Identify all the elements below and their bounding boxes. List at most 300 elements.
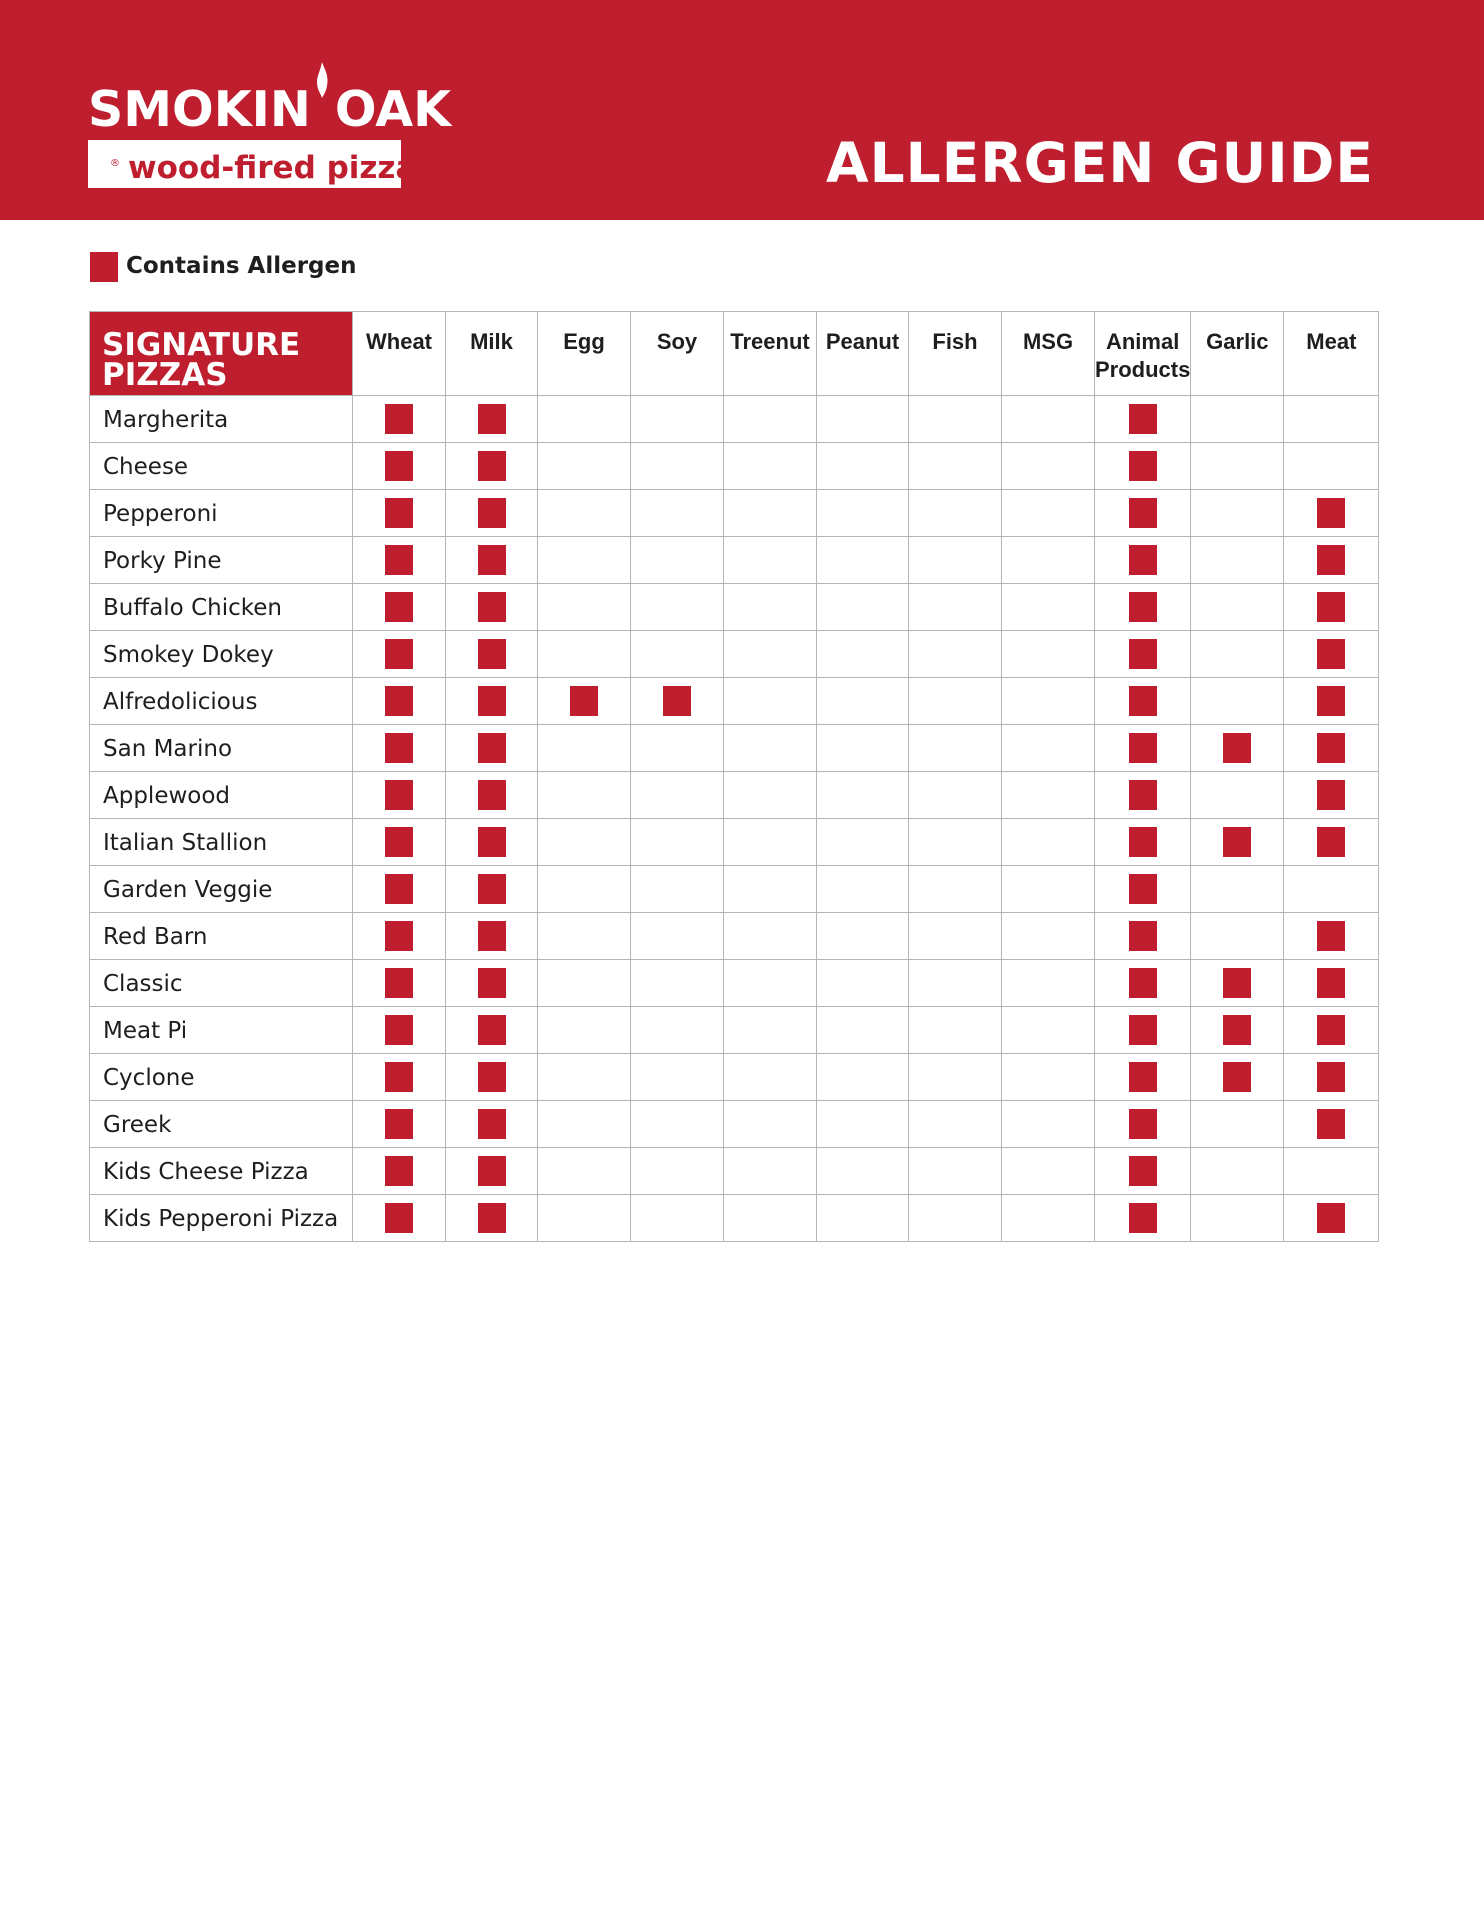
allergen-cell [1002, 1101, 1095, 1148]
allergen-marker-icon [1129, 1203, 1157, 1233]
section-title-line2: PIZZAS [102, 357, 228, 393]
allergen-marker-icon [1317, 968, 1345, 998]
table-row [90, 913, 1379, 960]
allergen-cell [631, 960, 724, 1007]
allergen-marker-icon [385, 733, 413, 763]
allergen-marker-icon [1317, 827, 1345, 857]
allergen-cell [1095, 819, 1191, 866]
allergen-cell [724, 819, 817, 866]
allergen-cell [817, 396, 909, 443]
allergen-cell [1002, 1007, 1095, 1054]
allergen-cell [538, 537, 631, 584]
allergen-cell [1095, 725, 1191, 772]
allergen-marker-icon [1223, 1015, 1251, 1045]
column-header: Meat [1284, 312, 1379, 396]
allergen-marker-icon [385, 1156, 413, 1186]
allergen-cell [1191, 913, 1284, 960]
allergen-marker-icon [478, 921, 506, 951]
allergen-marker-icon [478, 1156, 506, 1186]
allergen-cell [631, 1148, 724, 1195]
allergen-marker-icon [385, 1062, 413, 1092]
allergen-marker-icon [1317, 592, 1345, 622]
allergen-cell [817, 866, 909, 913]
allergen-cell [1002, 443, 1095, 490]
allergen-marker-icon [385, 1109, 413, 1139]
section-title-line1: SIGNATURE [102, 327, 301, 363]
allergen-cell [1284, 819, 1379, 866]
allergen-cell [1284, 1148, 1379, 1195]
allergen-cell [1095, 1007, 1191, 1054]
allergen-marker-icon [1129, 451, 1157, 481]
allergen-cell [1002, 490, 1095, 537]
allergen-cell [538, 584, 631, 631]
allergen-cell [1095, 537, 1191, 584]
allergen-marker-icon [385, 686, 413, 716]
allergen-cell [909, 1148, 1002, 1195]
allergen-cell [631, 537, 724, 584]
allergen-cell [724, 1101, 817, 1148]
allergen-marker-icon [1129, 498, 1157, 528]
allergen-cell [817, 1101, 909, 1148]
allergen-cell [631, 678, 724, 725]
column-header: Animal Products [1095, 312, 1191, 396]
allergen-cell [538, 396, 631, 443]
allergen-cell [353, 443, 446, 490]
allergen-marker-icon [1223, 1062, 1251, 1092]
allergen-cell [817, 913, 909, 960]
table-row [90, 819, 1379, 866]
pizza-name: Kids Pepperoni Pizza [90, 1195, 353, 1242]
allergen-marker-icon [385, 968, 413, 998]
allergen-cell [909, 490, 1002, 537]
allergen-cell [909, 1101, 1002, 1148]
allergen-cell [631, 396, 724, 443]
allergen-cell [446, 866, 538, 913]
allergen-cell [1191, 537, 1284, 584]
table-row [90, 772, 1379, 819]
table-row [90, 678, 1379, 725]
allergen-marker-icon [1129, 874, 1157, 904]
allergen-cell [631, 819, 724, 866]
allergen-cell [446, 819, 538, 866]
allergen-cell [538, 725, 631, 772]
allergen-cell [817, 631, 909, 678]
allergen-cell [353, 1148, 446, 1195]
allergen-marker-icon [478, 451, 506, 481]
pizza-name: Italian Stallion [90, 819, 353, 866]
allergen-cell [538, 960, 631, 1007]
allergen-marker-icon [1129, 780, 1157, 810]
allergen-cell [631, 631, 724, 678]
allergen-marker-icon [385, 780, 413, 810]
allergen-cell [1095, 913, 1191, 960]
table-row [90, 866, 1379, 913]
allergen-cell [1002, 772, 1095, 819]
allergen-marker-icon [1129, 733, 1157, 763]
allergen-marker-icon [385, 827, 413, 857]
allergen-cell [1284, 772, 1379, 819]
allergen-cell [538, 819, 631, 866]
table-row [90, 1007, 1379, 1054]
allergen-cell [909, 1054, 1002, 1101]
brand-name-right: OAK [334, 81, 452, 138]
pizza-name: Porky Pine [90, 537, 353, 584]
allergen-cell [1191, 866, 1284, 913]
allergen-marker-icon [385, 451, 413, 481]
allergen-marker-icon [385, 639, 413, 669]
allergen-cell [909, 443, 1002, 490]
allergen-cell [631, 866, 724, 913]
allergen-cell [1095, 396, 1191, 443]
allergen-marker-icon [1317, 498, 1345, 528]
pizza-name: Margherita [90, 396, 353, 443]
allergen-marker-icon [1129, 545, 1157, 575]
allergen-marker-icon [385, 1015, 413, 1045]
allergen-marker-icon [1317, 1109, 1345, 1139]
column-header: Egg [538, 312, 631, 396]
allergen-cell [1095, 1054, 1191, 1101]
allergen-marker-icon [478, 639, 506, 669]
allergen-marker-icon [1223, 733, 1251, 763]
allergen-cell [1002, 725, 1095, 772]
allergen-cell [353, 819, 446, 866]
allergen-marker-icon [1129, 968, 1157, 998]
allergen-cell [631, 1007, 724, 1054]
table-row [90, 1101, 1379, 1148]
allergen-cell [1002, 678, 1095, 725]
allergen-cell [631, 725, 724, 772]
allergen-marker-icon [478, 968, 506, 998]
allergen-table [89, 311, 1379, 1242]
allergen-cell [631, 443, 724, 490]
allergen-cell [909, 913, 1002, 960]
table-row [90, 725, 1379, 772]
table-row [90, 1195, 1379, 1242]
allergen-cell [724, 584, 817, 631]
table-row [90, 396, 1379, 443]
allergen-cell [446, 960, 538, 1007]
allergen-marker-icon [385, 404, 413, 434]
allergen-cell [631, 1195, 724, 1242]
allergen-cell [1191, 1101, 1284, 1148]
pizza-name: Smokey Dokey [90, 631, 353, 678]
allergen-marker-icon [1317, 1203, 1345, 1233]
allergen-marker-icon [663, 686, 691, 716]
allergen-cell [817, 537, 909, 584]
allergen-cell [1284, 866, 1379, 913]
allergen-cell [909, 1195, 1002, 1242]
pizza-name: Meat Pi [90, 1007, 353, 1054]
table-row [90, 960, 1379, 1007]
allergen-cell [909, 396, 1002, 443]
allergen-cell [909, 819, 1002, 866]
pizza-name: Kids Cheese Pizza [90, 1148, 353, 1195]
allergen-cell [817, 1054, 909, 1101]
allergen-marker-icon [478, 827, 506, 857]
allergen-cell [631, 913, 724, 960]
allergen-marker-icon [478, 780, 506, 810]
allergen-cell [1284, 631, 1379, 678]
allergen-cell [353, 678, 446, 725]
section-title [90, 312, 353, 396]
allergen-cell [1284, 913, 1379, 960]
allergen-cell [1095, 631, 1191, 678]
allergen-cell [1191, 678, 1284, 725]
pizza-name: Cyclone [90, 1054, 353, 1101]
allergen-cell [1284, 1195, 1379, 1242]
allergen-marker-icon [478, 592, 506, 622]
allergen-cell [724, 631, 817, 678]
allergen-cell [909, 678, 1002, 725]
column-header: Treenut [724, 312, 817, 396]
allergen-cell [724, 1195, 817, 1242]
allergen-cell [909, 631, 1002, 678]
allergen-cell [446, 725, 538, 772]
allergen-marker-icon [478, 1203, 506, 1233]
allergen-cell [538, 1054, 631, 1101]
pizza-name: Buffalo Chicken [90, 584, 353, 631]
allergen-cell [817, 772, 909, 819]
allergen-marker-icon [1129, 1109, 1157, 1139]
allergen-cell [1191, 443, 1284, 490]
pizza-name: San Marino [90, 725, 353, 772]
allergen-cell [1284, 1101, 1379, 1148]
allergen-cell [353, 725, 446, 772]
allergen-cell [446, 913, 538, 960]
allergen-cell [353, 913, 446, 960]
allergen-cell [1284, 537, 1379, 584]
page-title: ALLERGEN GUIDE [826, 131, 1374, 195]
allergen-marker-icon [1129, 592, 1157, 622]
allergen-cell [538, 866, 631, 913]
allergen-marker-icon [1223, 827, 1251, 857]
allergen-cell [1191, 1054, 1284, 1101]
allergen-cell [446, 1101, 538, 1148]
allergen-cell [1095, 678, 1191, 725]
allergen-cell [538, 1195, 631, 1242]
allergen-cell [1284, 725, 1379, 772]
allergen-cell [353, 866, 446, 913]
table-row [90, 490, 1379, 537]
allergen-cell [724, 443, 817, 490]
allergen-cell [1191, 584, 1284, 631]
allergen-cell [1002, 584, 1095, 631]
allergen-cell [909, 866, 1002, 913]
allergen-cell [1191, 772, 1284, 819]
allergen-cell [1002, 396, 1095, 443]
allergen-cell [446, 537, 538, 584]
table-row [90, 537, 1379, 584]
column-header: MSG [1002, 312, 1095, 396]
allergen-cell [1284, 960, 1379, 1007]
allergen-marker-icon [1129, 921, 1157, 951]
allergen-cell [446, 1007, 538, 1054]
allergen-marker-icon [1129, 404, 1157, 434]
allergen-cell [1002, 960, 1095, 1007]
allergen-cell [909, 772, 1002, 819]
allergen-cell [631, 772, 724, 819]
pizza-name: Garden Veggie [90, 866, 353, 913]
allergen-cell [909, 584, 1002, 631]
allergen-cell [1095, 1101, 1191, 1148]
allergen-marker-icon [478, 404, 506, 434]
allergen-cell [353, 584, 446, 631]
pizza-name: Greek [90, 1101, 353, 1148]
allergen-cell [909, 537, 1002, 584]
allergen-marker-icon [1129, 827, 1157, 857]
allergen-cell [446, 1195, 538, 1242]
allergen-marker-icon [385, 545, 413, 575]
allergen-marker-icon [1317, 639, 1345, 669]
allergen-cell [1284, 443, 1379, 490]
allergen-cell [724, 725, 817, 772]
allergen-marker-icon [1129, 1156, 1157, 1186]
table-row [90, 443, 1379, 490]
allergen-cell [1095, 584, 1191, 631]
allergen-cell [631, 584, 724, 631]
allergen-marker-icon [1317, 780, 1345, 810]
pizza-name: Red Barn [90, 913, 353, 960]
allergen-marker-icon [478, 733, 506, 763]
allergen-cell [538, 913, 631, 960]
allergen-cell [909, 725, 1002, 772]
column-header: Fish [909, 312, 1002, 396]
allergen-cell [538, 678, 631, 725]
allergen-cell [724, 772, 817, 819]
allergen-cell [1191, 819, 1284, 866]
brand-name-left: SMOKIN [88, 81, 311, 138]
allergen-marker-icon [1129, 639, 1157, 669]
allergen-cell [1191, 631, 1284, 678]
allergen-cell [1191, 1007, 1284, 1054]
allergen-cell [817, 1195, 909, 1242]
allergen-cell [1002, 1054, 1095, 1101]
allergen-marker-icon [385, 498, 413, 528]
table-row [90, 1148, 1379, 1195]
table-row [90, 1054, 1379, 1101]
allergen-cell [724, 537, 817, 584]
allergen-cell [724, 396, 817, 443]
allergen-cell [353, 1007, 446, 1054]
allergen-cell [446, 396, 538, 443]
table-row [90, 584, 1379, 631]
allergen-cell [353, 631, 446, 678]
allergen-cell [817, 490, 909, 537]
allergen-marker-icon [478, 1109, 506, 1139]
allergen-marker-icon [478, 545, 506, 575]
allergen-marker-icon [385, 874, 413, 904]
allergen-marker-icon [1317, 545, 1345, 575]
allergen-cell [353, 1101, 446, 1148]
brand-logo [88, 80, 451, 140]
column-header: Garlic [1191, 312, 1284, 396]
allergen-cell [1095, 1148, 1191, 1195]
allergen-cell [817, 584, 909, 631]
allergen-cell [1002, 631, 1095, 678]
column-header: Wheat [353, 312, 446, 396]
allergen-cell [1284, 584, 1379, 631]
allergen-cell [724, 1148, 817, 1195]
allergen-cell [1191, 725, 1284, 772]
allergen-marker-icon [478, 1015, 506, 1045]
allergen-cell [538, 772, 631, 819]
allergen-cell [446, 490, 538, 537]
allergen-cell [1002, 1195, 1095, 1242]
column-header: Milk [446, 312, 538, 396]
table-body [90, 396, 1379, 1242]
allergen-cell [1002, 1148, 1095, 1195]
allergen-marker-icon [1317, 921, 1345, 951]
allergen-cell [909, 960, 1002, 1007]
allergen-cell [1095, 960, 1191, 1007]
allergen-cell [724, 1054, 817, 1101]
flame-icon [315, 62, 329, 98]
allergen-marker-icon [1317, 1015, 1345, 1045]
allergen-cell [446, 631, 538, 678]
allergen-cell [724, 913, 817, 960]
allergen-cell [631, 1101, 724, 1148]
allergen-cell [353, 772, 446, 819]
allergen-cell [1191, 1195, 1284, 1242]
pizza-name: Pepperoni [90, 490, 353, 537]
allergen-swatch-icon [90, 252, 118, 282]
allergen-cell [446, 678, 538, 725]
allergen-cell [817, 819, 909, 866]
pizza-name: Applewood [90, 772, 353, 819]
allergen-marker-icon [478, 498, 506, 528]
allergen-marker-icon [1317, 1062, 1345, 1092]
allergen-cell [724, 490, 817, 537]
allergen-marker-icon [385, 1203, 413, 1233]
allergen-cell [1191, 1148, 1284, 1195]
allergen-cell [724, 678, 817, 725]
allergen-cell [631, 1054, 724, 1101]
allergen-marker-icon [1129, 1062, 1157, 1092]
allergen-cell [909, 1007, 1002, 1054]
allergen-cell [353, 490, 446, 537]
allergen-cell [1002, 913, 1095, 960]
allergen-marker-icon [570, 686, 598, 716]
allergen-marker-icon [1223, 968, 1251, 998]
allergen-cell [1284, 396, 1379, 443]
allergen-cell [538, 1148, 631, 1195]
header-banner [0, 0, 1484, 220]
registered-mark: ® [110, 158, 120, 169]
allergen-marker-icon [1317, 733, 1345, 763]
allergen-marker-icon [478, 1062, 506, 1092]
allergen-cell [538, 631, 631, 678]
allergen-cell [1284, 1054, 1379, 1101]
pizza-name: Alfredolicious [90, 678, 353, 725]
table-row [90, 631, 1379, 678]
allergen-cell [1095, 443, 1191, 490]
allergen-cell [724, 960, 817, 1007]
allergen-marker-icon [1129, 686, 1157, 716]
allergen-cell [1002, 537, 1095, 584]
allergen-cell [1284, 490, 1379, 537]
allergen-cell [353, 1054, 446, 1101]
allergen-marker-icon [478, 874, 506, 904]
allergen-cell [1191, 960, 1284, 1007]
table-header-row [90, 312, 1379, 396]
pizza-name: Classic [90, 960, 353, 1007]
allergen-cell [538, 490, 631, 537]
allergen-marker-icon [478, 686, 506, 716]
allergen-cell [1284, 1007, 1379, 1054]
allergen-cell [817, 678, 909, 725]
allergen-cell [817, 725, 909, 772]
allergen-cell [538, 443, 631, 490]
